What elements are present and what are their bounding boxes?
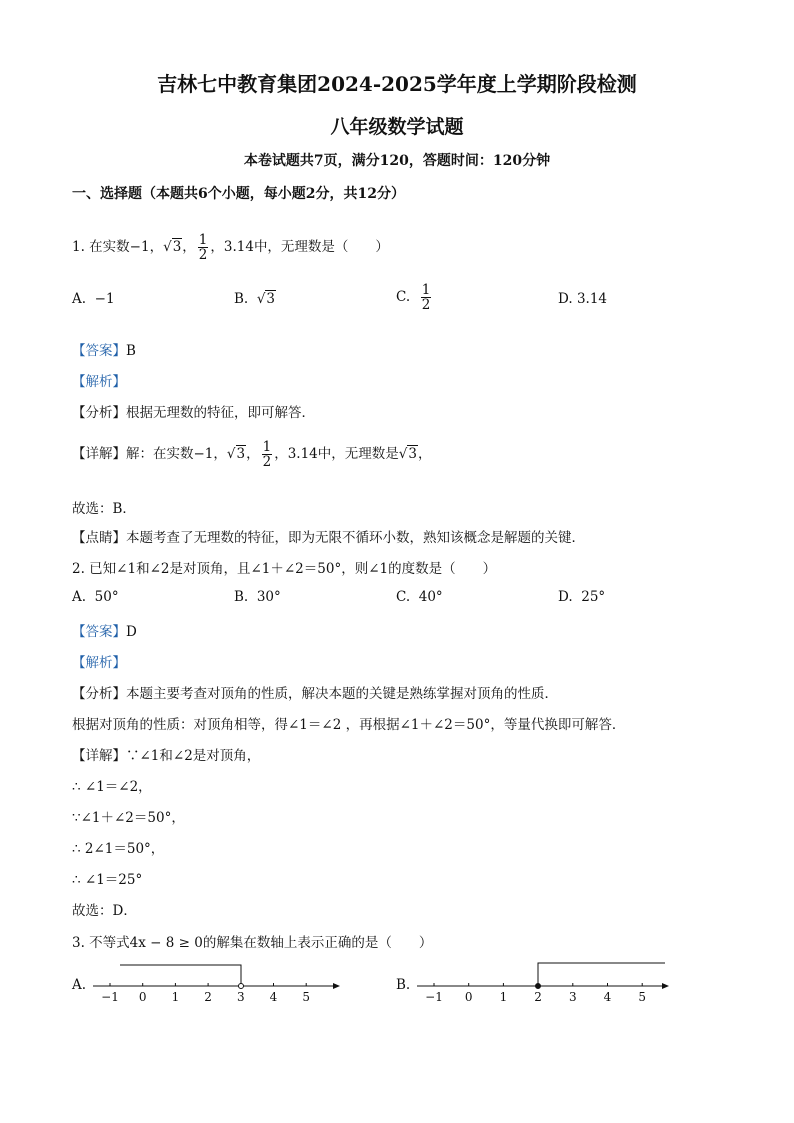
q1-option-b: B. √3 bbox=[234, 291, 276, 307]
endpoint-dot bbox=[536, 984, 541, 989]
q1-choose: 故选：B． bbox=[72, 501, 136, 517]
tick-label: 4 bbox=[269, 990, 278, 1004]
q3-option-a-number-line bbox=[88, 955, 348, 1010]
q2-reason: 根据对顶角的性质：对顶角相等，得∠1＝∠2 ，再根据∠1＋∠2＝50°，等量代换即可解答． bbox=[72, 717, 626, 733]
tick-label: −1 bbox=[101, 990, 119, 1004]
q1-option-c: C. $\frac{1}{2}$ bbox=[396, 282, 431, 314]
q2-step2: ∴ ∠1＝∠2， bbox=[72, 779, 152, 795]
q1-stem: 1. 在实数−1，√3， $\frac{1}{2}$ ，3.14中，无理数是（ ） bbox=[72, 232, 389, 264]
section-heading: 一、选择题（本题共6个小题，每小题2分，共12分） bbox=[72, 186, 405, 202]
q2-option-b: B. 30° bbox=[234, 589, 281, 605]
q1-comment: 【点睛】本题考查了无理数的特征，即为无限不循环小数，熟知该概念是解题的关键． bbox=[72, 530, 585, 546]
tick-label: 4 bbox=[603, 990, 612, 1004]
q1-detail: 【详解】解：在实数−1，√3， $\frac{1}{2}$ ，3.14中，无理数是√3， bbox=[72, 439, 432, 471]
q2-fenxi: 【分析】本题主要考查对顶角的性质，解决本题的关键是熟练掌握对顶角的性质． bbox=[72, 686, 558, 702]
q1-item4: 3.14 bbox=[223, 239, 254, 256]
q1-prefix: 1. 在实数 bbox=[72, 239, 130, 256]
q1-answer: 【答案】B bbox=[72, 343, 136, 359]
q3-option-b-letter: B. bbox=[396, 977, 411, 993]
q1-item1: −1 bbox=[129, 239, 150, 256]
q1-option-d: D. 3.14 bbox=[558, 291, 607, 307]
q1-fraction: $\frac{1}{2}$ bbox=[198, 232, 208, 264]
tick-label: −1 bbox=[425, 990, 443, 1004]
q2-option-c: C. 40° bbox=[396, 589, 443, 605]
tick-label: 0 bbox=[138, 990, 147, 1004]
tick-label: 0 bbox=[464, 990, 473, 1004]
tick-label: 5 bbox=[638, 990, 647, 1004]
q1-sqrt: √3 bbox=[163, 239, 182, 256]
q2-choose: 故选：D． bbox=[72, 903, 137, 919]
exam-subtitle: 八年级数学试题 bbox=[330, 116, 464, 138]
exam-title: 吉林七中教育集团2024-2025学年度上学期阶段检测 bbox=[157, 72, 637, 96]
q2-stem: 2. 已知∠1和∠2是对顶角，且∠1＋∠2＝50°，则∠1的度数是（ ） bbox=[72, 561, 497, 577]
q2-option-d: D. 25° bbox=[558, 589, 606, 605]
q2-detail: 【详解】∵∠1和∠2是对顶角， bbox=[72, 748, 261, 764]
solution-bracket bbox=[120, 965, 241, 986]
q3-option-a-letter: A. bbox=[72, 977, 87, 993]
q2-option-a: A. 50° bbox=[72, 589, 119, 605]
tick-label: 2 bbox=[204, 990, 212, 1004]
exam-info: 本卷试题共7页，满分120，答题时间：120分钟 bbox=[243, 153, 551, 169]
q3-option-b-number-line bbox=[412, 955, 677, 1010]
tick-label: 3 bbox=[236, 990, 245, 1004]
solution-bracket bbox=[538, 963, 665, 986]
q2-answer: 【答案】D bbox=[72, 624, 137, 640]
axis-arrow bbox=[662, 983, 669, 989]
tick-label: 1 bbox=[171, 990, 180, 1004]
q2-step3: ∵∠1＋∠2＝50°， bbox=[72, 810, 185, 826]
tick-label: 5 bbox=[302, 990, 311, 1004]
q2-step5: ∴ ∠1＝25° bbox=[72, 872, 143, 888]
tick-label: 2 bbox=[534, 990, 542, 1004]
q1-fenxi: 【分析】根据无理数的特征，即可解答． bbox=[72, 405, 315, 421]
q1-option-a: A. −1 bbox=[72, 291, 115, 307]
endpoint-dot bbox=[239, 984, 244, 989]
q2-step4: ∴ 2∠1＝50°， bbox=[72, 841, 165, 857]
tick-label: 1 bbox=[499, 990, 508, 1004]
q1-suffix: 中，无理数是（ ） bbox=[253, 239, 389, 256]
tick-label: 3 bbox=[568, 990, 577, 1004]
q3-stem: 3. 不等式4x − 8 ≥ 0的解集在数轴上表示正确的是（ ） bbox=[72, 935, 433, 951]
axis-arrow bbox=[333, 983, 340, 989]
q2-analysis-tag: 【解析】 bbox=[72, 655, 126, 671]
q1-analysis-tag: 【解析】 bbox=[72, 374, 126, 390]
